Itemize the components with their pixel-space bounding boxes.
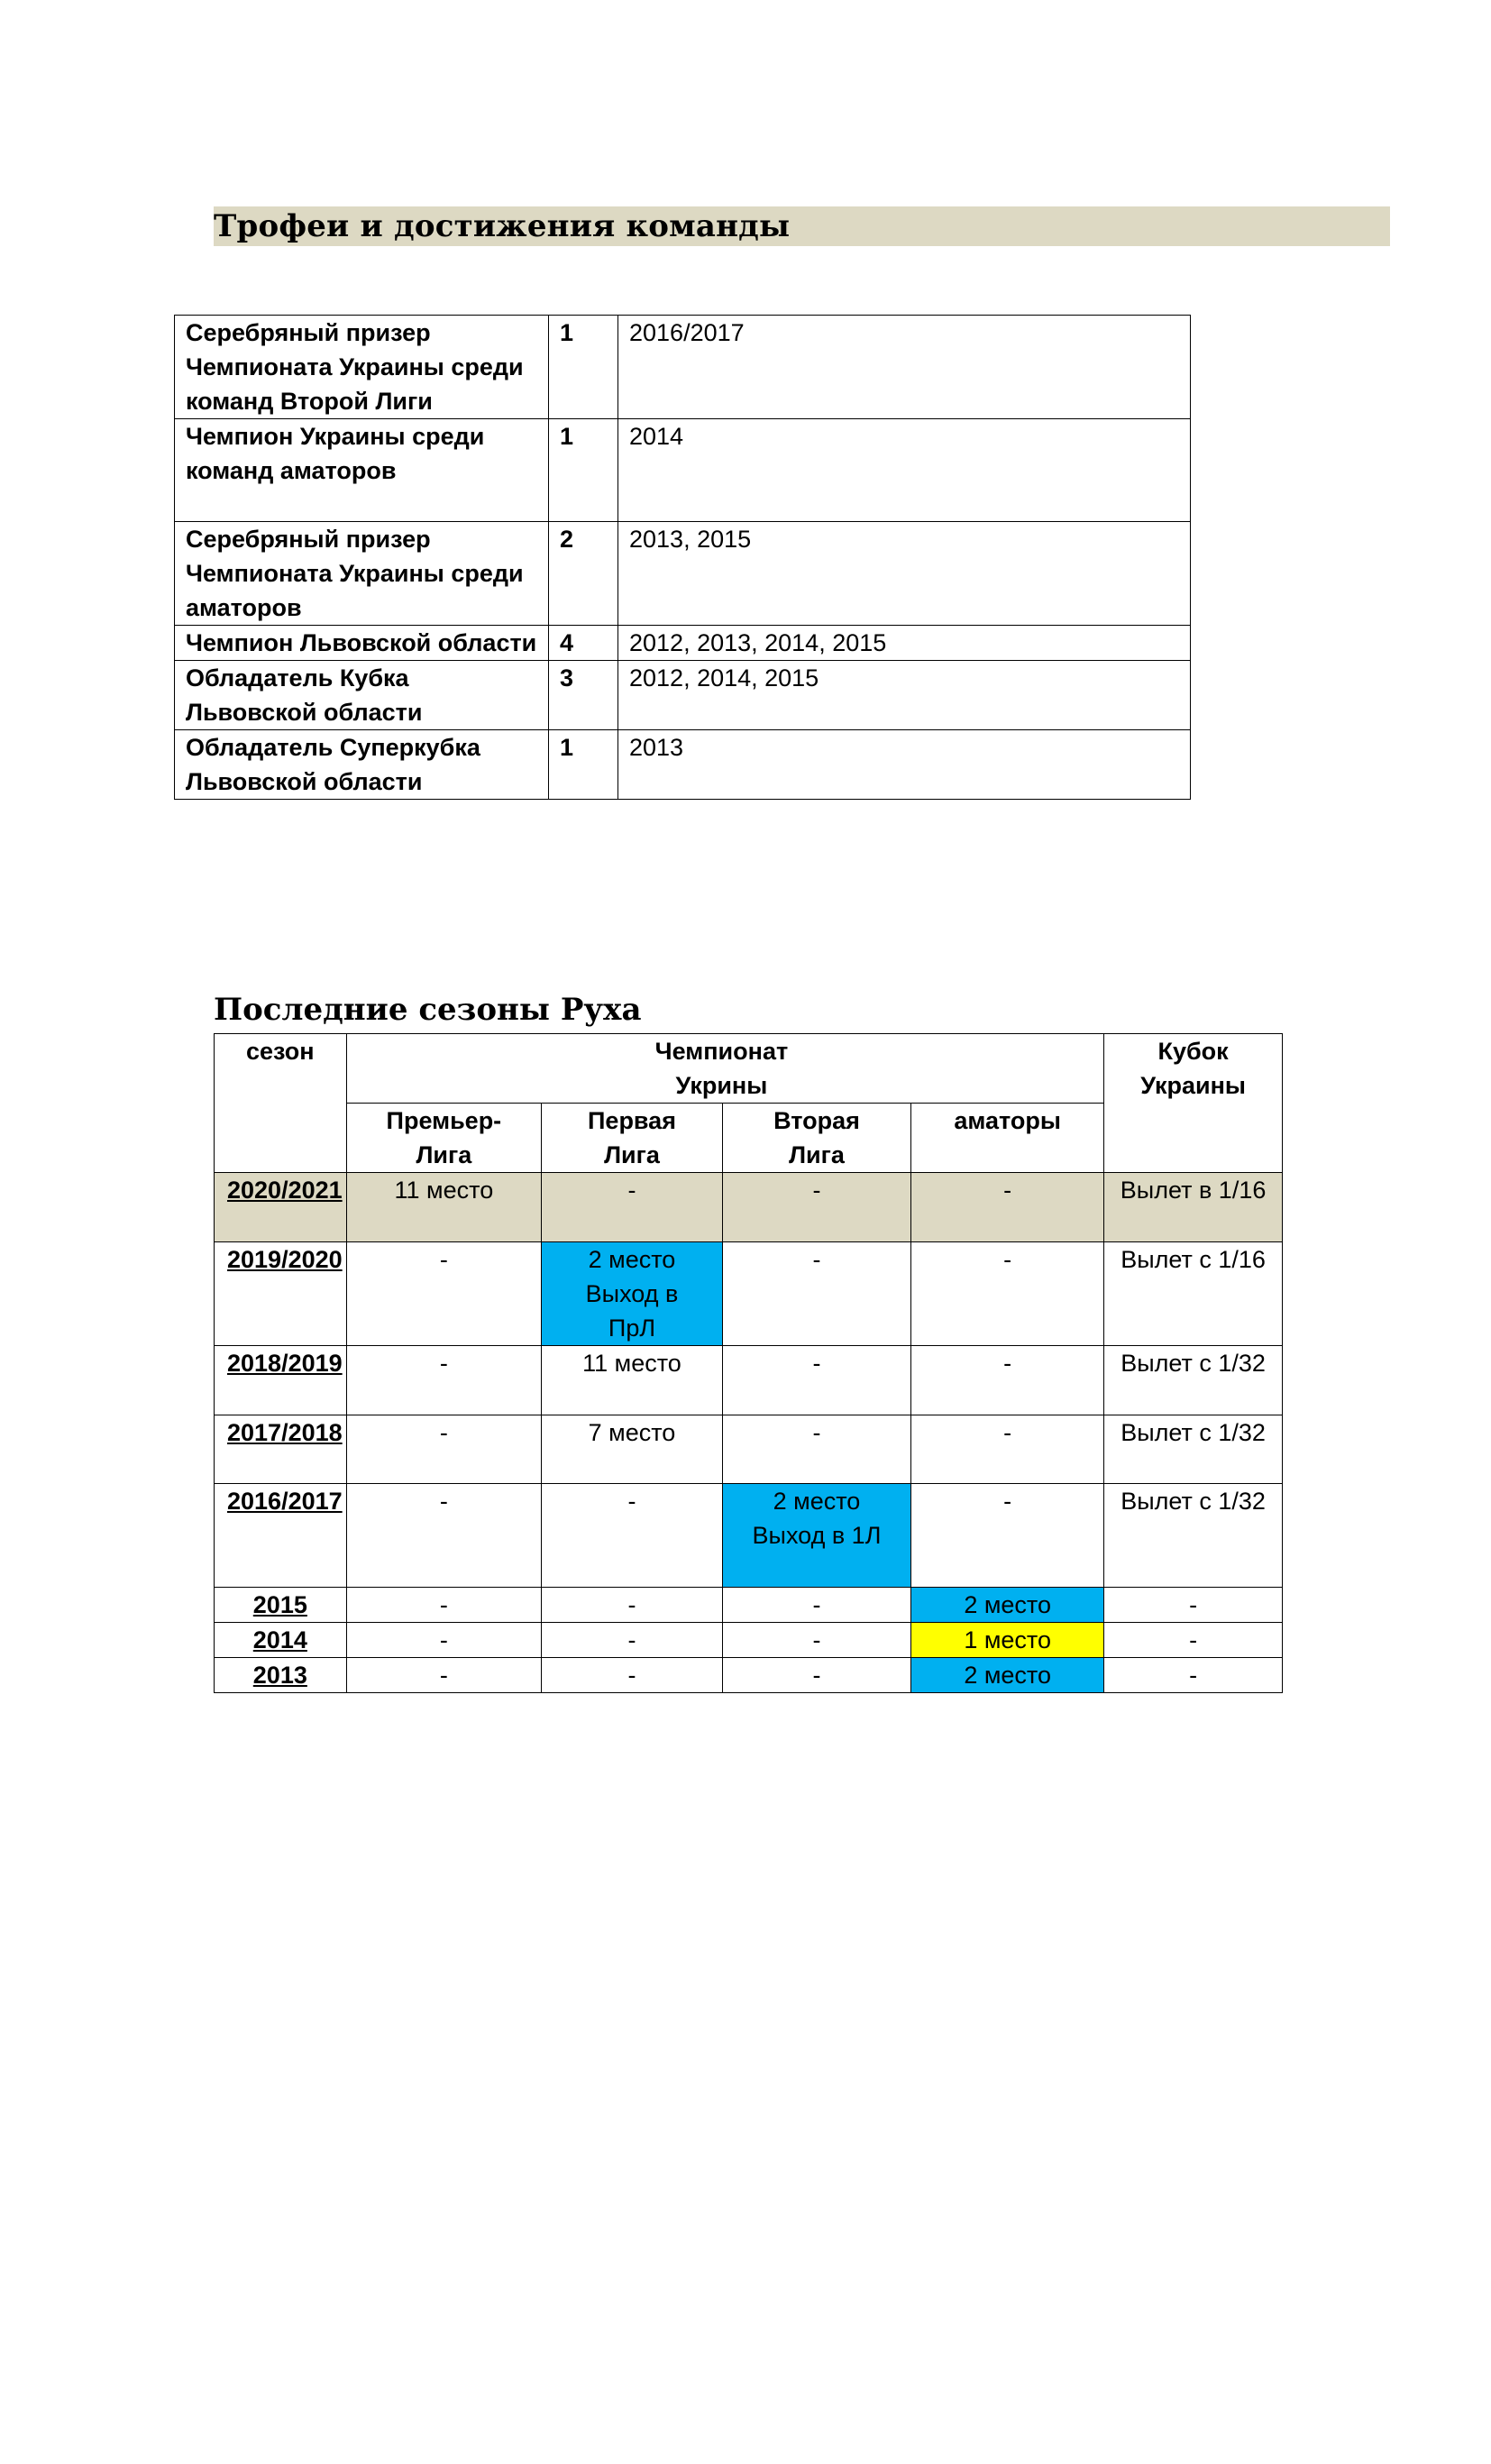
cup-cell: Вылет с 1/16 xyxy=(1104,1242,1283,1346)
second-league-cell: - xyxy=(722,1415,910,1484)
table-row xyxy=(175,419,1191,522)
season-link[interactable]: 2013 xyxy=(215,1658,347,1693)
trophy-years: 2012, 2013, 2014, 2015 xyxy=(618,626,1191,661)
cup-cell: Вылет с 1/32 xyxy=(1104,1346,1283,1415)
trophy-title: Обладатель Кубка Львовской области xyxy=(175,661,549,730)
season-link[interactable]: 2016/2017 xyxy=(215,1484,347,1588)
trophy-count: 4 xyxy=(549,626,618,661)
trophy-years: 2016/2017 xyxy=(618,316,1191,419)
header-second: Вторая Лига xyxy=(722,1104,910,1173)
trophy-count: 1 xyxy=(549,730,618,800)
premier-cell: - xyxy=(346,1588,541,1623)
season-link[interactable]: 2014 xyxy=(215,1623,347,1658)
seasons-title: Последние сезоны Руха xyxy=(214,992,642,1028)
season-link[interactable]: 2018/2019 xyxy=(215,1346,347,1415)
premier-cell: - xyxy=(346,1623,541,1658)
second-league-cell: - xyxy=(722,1173,910,1242)
amateur-cell: - xyxy=(911,1346,1104,1415)
table-row xyxy=(215,1346,1283,1415)
second-league-cell: 2 место Выход в 1Л xyxy=(722,1484,910,1588)
premier-cell: 11 место xyxy=(346,1173,541,1242)
header-cup: Кубок Украины xyxy=(1104,1034,1283,1173)
trophy-count: 3 xyxy=(549,661,618,730)
first-league-cell: - xyxy=(542,1484,723,1588)
first-league-cell: - xyxy=(542,1658,723,1693)
table-row xyxy=(215,1173,1283,1242)
first-league-cell: 11 место xyxy=(542,1346,723,1415)
first-league-cell: - xyxy=(542,1588,723,1623)
table-row xyxy=(215,1588,1283,1623)
second-league-cell: - xyxy=(722,1242,910,1346)
cup-cell: Вылет с 1/32 xyxy=(1104,1415,1283,1484)
table-row xyxy=(175,730,1191,800)
table-row xyxy=(175,316,1191,419)
amateur-cell: 2 место xyxy=(911,1658,1104,1693)
cup-cell: - xyxy=(1104,1658,1283,1693)
amateur-cell: - xyxy=(911,1415,1104,1484)
trophy-count: 2 xyxy=(549,522,618,626)
season-link[interactable]: 2015 xyxy=(215,1588,347,1623)
premier-cell: - xyxy=(346,1484,541,1588)
first-league-cell: 2 место Выход в ПрЛ xyxy=(542,1242,723,1346)
trophy-title: Серебряный призер Чемпионата Украины среди аматоров xyxy=(175,522,549,626)
trophy-title: Обладатель Суперкубка Львовской области xyxy=(175,730,549,800)
table-row xyxy=(215,1484,1283,1588)
trophy-years: 2014 xyxy=(618,419,1191,522)
amateur-cell: - xyxy=(911,1242,1104,1346)
amateur-cell: 1 место xyxy=(911,1623,1104,1658)
table-row xyxy=(175,626,1191,661)
premier-cell: - xyxy=(346,1242,541,1346)
trophy-count: 1 xyxy=(549,419,618,522)
premier-cell: - xyxy=(346,1346,541,1415)
seasons-table xyxy=(214,1033,1283,1693)
header-amateur: аматоры xyxy=(911,1104,1104,1173)
first-league-cell: - xyxy=(542,1623,723,1658)
amateur-cell: 2 место xyxy=(911,1588,1104,1623)
table-row xyxy=(175,522,1191,626)
trophy-title: Серебряный призер Чемпионата Украины среди команд Второй Лиги xyxy=(175,316,549,419)
header-season: сезон xyxy=(215,1034,347,1173)
header-first: Первая Лига xyxy=(542,1104,723,1173)
table-row xyxy=(215,1242,1283,1346)
trophies-title: Трофеи и достижения команды xyxy=(214,206,1390,246)
amateur-cell: - xyxy=(911,1484,1104,1588)
cup-cell: - xyxy=(1104,1623,1283,1658)
second-league-cell: - xyxy=(722,1623,910,1658)
premier-cell: - xyxy=(346,1415,541,1484)
amateur-cell: - xyxy=(911,1173,1104,1242)
first-league-cell: - xyxy=(542,1173,723,1242)
second-league-cell: - xyxy=(722,1346,910,1415)
table-row xyxy=(175,661,1191,730)
cup-cell: Вылет в 1/16 xyxy=(1104,1173,1283,1242)
trophy-title: Чемпион Украины среди команд аматоров xyxy=(175,419,549,522)
second-league-cell: - xyxy=(722,1658,910,1693)
trophy-years: 2013 xyxy=(618,730,1191,800)
trophy-count: 1 xyxy=(549,316,618,419)
cup-cell: Вылет с 1/32 xyxy=(1104,1484,1283,1588)
trophy-title: Чемпион Львовской области xyxy=(175,626,549,661)
header-championship: Чемпионат Укрины xyxy=(346,1034,1104,1104)
trophy-years: 2012, 2014, 2015 xyxy=(618,661,1191,730)
table-row xyxy=(215,1623,1283,1658)
trophies-table xyxy=(174,315,1191,800)
premier-cell: - xyxy=(346,1658,541,1693)
cup-cell: - xyxy=(1104,1588,1283,1623)
trophy-years: 2013, 2015 xyxy=(618,522,1191,626)
header-premier: Премьер-Лига xyxy=(346,1104,541,1173)
season-link[interactable]: 2020/2021 xyxy=(215,1173,347,1242)
table-header-row xyxy=(215,1034,1283,1104)
table-row xyxy=(215,1415,1283,1484)
second-league-cell: - xyxy=(722,1588,910,1623)
first-league-cell: 7 место xyxy=(542,1415,723,1484)
season-link[interactable]: 2017/2018 xyxy=(215,1415,347,1484)
season-link[interactable]: 2019/2020 xyxy=(215,1242,347,1346)
table-row xyxy=(215,1658,1283,1693)
